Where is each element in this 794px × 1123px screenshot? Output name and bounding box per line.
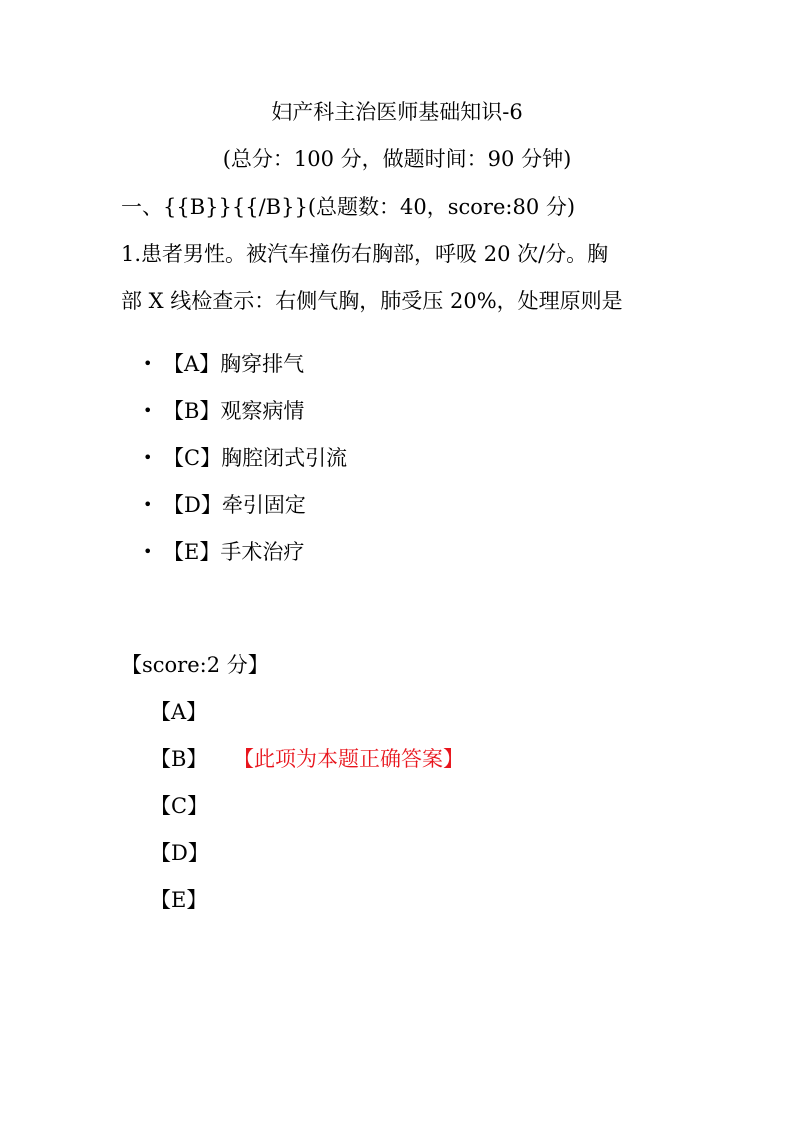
option-text: 【E】手术治疗: [163, 540, 305, 564]
document-title: 妇产科主治医师基础知识-6: [271, 100, 523, 124]
correct-answer-marker: 【此项为本题正确答案】: [233, 747, 464, 771]
answer-letter-d: 【D】: [150, 841, 209, 865]
score-label: 【score:2 分】: [121, 653, 269, 677]
bullet-icon: •: [143, 401, 153, 420]
answer-letter-c: 【C】: [150, 794, 209, 818]
option-text: 【C】胸腔闭式引流: [163, 446, 348, 470]
document-subtitle: (总分：100 分，做题时间：90 分钟): [222, 147, 572, 171]
section-heading: 一、{{B}}{{/B}}(总题数：40，score:80 分): [121, 195, 576, 219]
answer-letter-e: 【E】: [150, 888, 208, 912]
option-text: 【D】牵引固定: [163, 493, 306, 517]
option-text: 【A】胸穿排气: [163, 352, 305, 376]
question-text-line-2: 部 X 线检查示：右侧气胸，肺受压 20%，处理原则是: [121, 289, 623, 313]
bullet-icon: •: [143, 354, 153, 373]
bullet-icon: •: [143, 495, 153, 514]
bullet-icon: •: [143, 448, 153, 467]
answer-letter-a: 【A】: [150, 700, 208, 724]
question-text-line-1: 1.患者男性。被汽车撞伤右胸部，呼吸 20 次/分。胸: [121, 242, 609, 266]
bullet-icon: •: [143, 542, 153, 561]
answer-letter-b: 【B】: [150, 747, 208, 771]
option-text: 【B】观察病情: [163, 399, 305, 423]
